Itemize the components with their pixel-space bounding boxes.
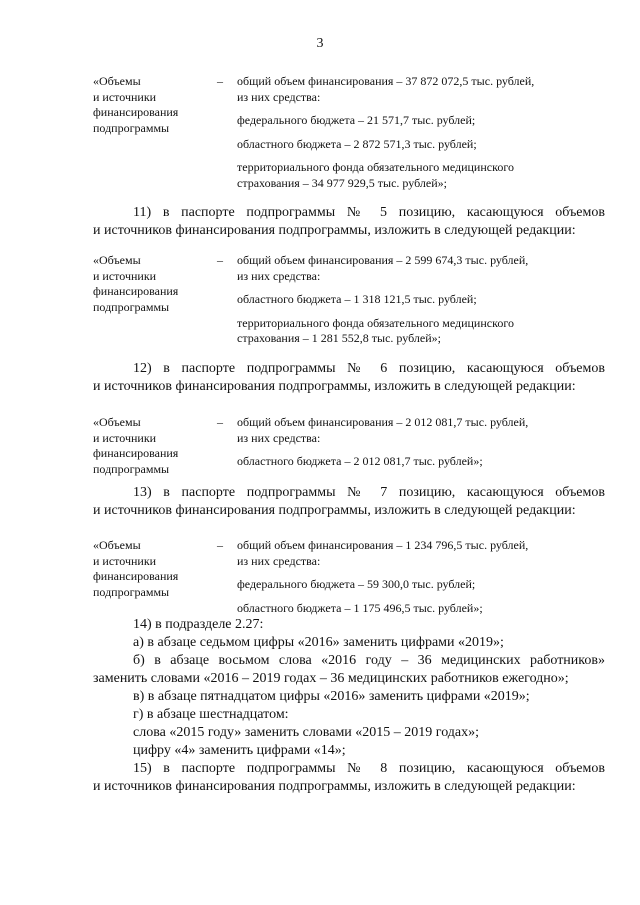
paragraph-14-b-line2: заменить словами «2016 – 2019 годах – 36 медицинских работников ежегодно»; [93,671,569,686]
position-label: «Объемы и источники финансирования подпрограммы [93,538,179,599]
paragraph-14-g1: слова «2015 году» заменить словами «2015 – 2019 годах»; [133,725,480,740]
paragraph-14-a: а) в абзаце седьмом цифры «2016» заменить цифрами «2019»; [133,635,504,650]
position-block-2 [93,253,613,347]
dash: – [217,538,223,552]
paragraph-12: 12) в паспорте подпрограммы № 6 позицию, касающуюся объемов и источников финансирования подпрограммы, изложить в следующей редакции: [93,361,605,394]
paragraph-13: 13) в паспорте подпрограммы № 7 позицию, касающуюся объемов и источников финансирования подпрограммы, изложить в следующей редакции: [93,485,605,518]
paragraph-15: 15) в паспорте подпрограммы № 8 позицию, касающуюся объемов и источников финансирования подпрограммы, изложить в следующей редакции: [93,761,605,794]
position-label: «Объемы и источники финансирования подпрограммы [93,74,179,135]
position-label: «Объемы и источники финансирования подпрограммы [93,415,179,476]
paragraph-14-g2: цифру «4» заменить цифрами «14»; [133,743,346,758]
page-number: 3 [316,36,324,51]
dash: – [217,74,223,88]
paragraph-14-g: г) в абзаце шестнадцатом: [133,707,289,722]
paragraph-14-v: в) в абзаце пятнадцатом цифры «2016» заменить цифрами «2019»; [133,689,530,704]
paragraph-11: 11) в паспорте подпрограммы № 5 позицию, касающуюся объемов и источников финансирования подпрограммы, изложить в следующей редакции: [93,205,605,238]
financing-details: общий объем финансирования – 2 012 081,7 тыс. рублей, из них средства: областного бюджета – 2 012 081,7 тыс. рублей»; [237,415,529,468]
position-block-1 [93,74,613,191]
paragraph-14-b-line1: б) в абзаце восьмом слова «2016 году – 36 медицинских работников» [133,653,605,668]
financing-details: общий объем финансирования – 2 599 674,3 тыс. рублей, из них средства: областного бюджета – 1 318 121,5 тыс. рублей; территориального фонда обязательного медицинского страхования – 1 281 552,8 тыс. рублей»; [237,253,529,345]
position-block-4 [93,538,613,616]
paragraph-14-intro: 14) в подразделе 2.27: [133,617,264,632]
dash: – [217,415,223,429]
dash: – [217,253,223,267]
position-block-3 [93,415,613,477]
financing-details: общий объем финансирования – 1 234 796,5 тыс. рублей, из них средства: федерального бюджета – 59 300,0 тыс. рублей; областного бюджета – 1 175 496,5 тыс. рублей»; [237,538,529,615]
financing-details: общий объем финансирования – 37 872 072,5 тыс. рублей, из них средства: федерального бюджета – 21 571,7 тыс. рублей; областного бюджета – 2 872 571,3 тыс. рублей; территориального фонда обязательного медицинского страхования – 34 977 929,5 тыс. рублей»; [237,74,535,190]
position-label: «Объемы и источники финансирования подпрограммы [93,253,179,314]
